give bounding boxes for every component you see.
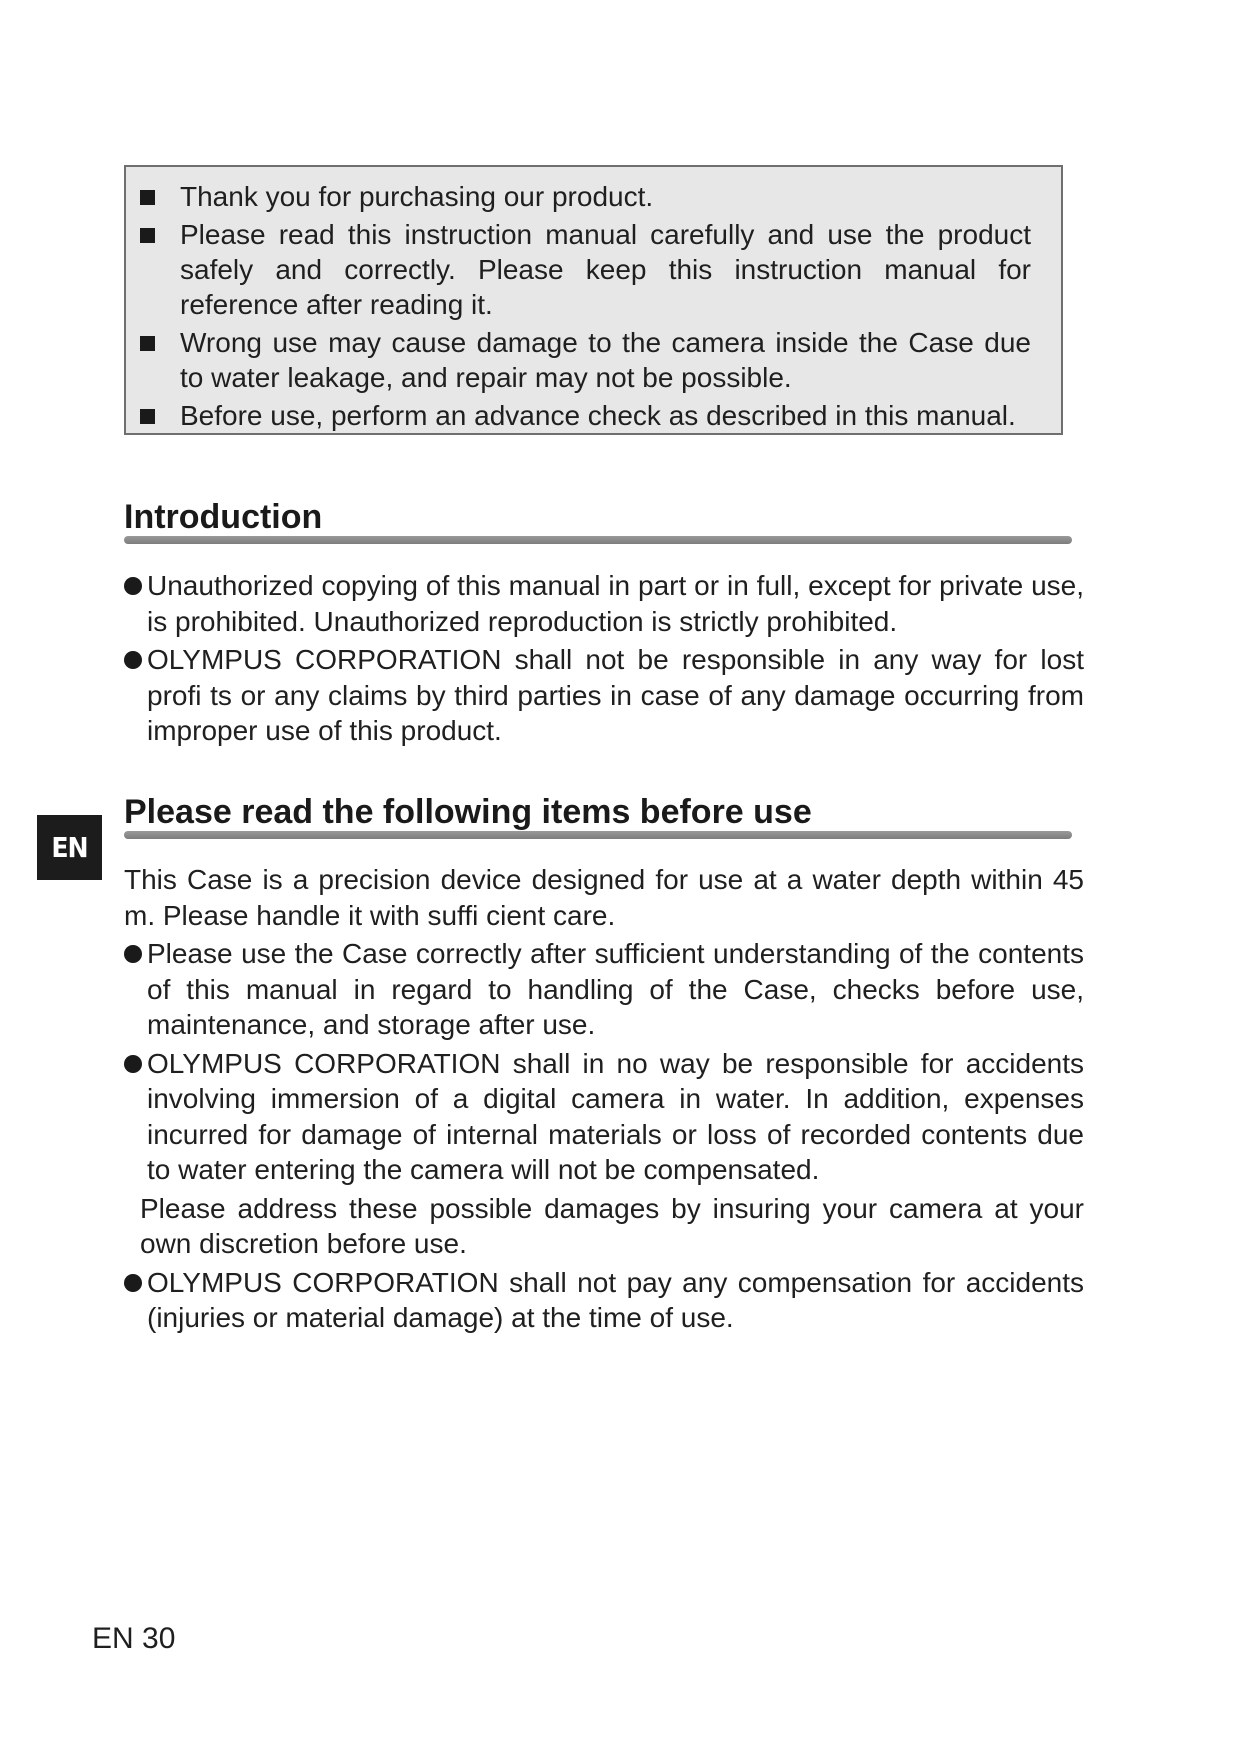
square-bullet-icon xyxy=(140,190,155,205)
round-bullet-icon xyxy=(124,945,142,963)
bullet-text: OLYMPUS CORPORATION shall not be responsible in any way for lost profi ts or any claims by third parties in case of any damage occurring from improper use of this product. xyxy=(147,644,1084,746)
list-item xyxy=(124,1046,1084,1188)
round-bullet-icon xyxy=(124,1274,142,1292)
list-item xyxy=(124,936,1084,1043)
notice-text: Wrong use may cause damage to the camera inside the Case due to water leakage, and repair may not be possible. xyxy=(180,327,1031,393)
square-bullet-icon xyxy=(140,409,155,424)
intro-paragraph: This Case is a precision device designed for use at a water depth within 45 m. Please handle it with suffi cient care. xyxy=(124,864,1084,931)
page-number: EN 30 xyxy=(92,1622,176,1655)
list-item xyxy=(124,642,1084,749)
notice-text: Before use, perform an advance check as described in this manual. xyxy=(180,400,1016,431)
notice-item xyxy=(140,179,1047,214)
square-bullet-icon xyxy=(140,228,155,243)
before-use-body xyxy=(124,862,1084,1339)
square-bullet-icon xyxy=(140,336,155,351)
bullet-text: Unauthorized copying of this manual in part or in full, except for private use, is prohibited. Unauthorized reproduction is strictly prohibited. xyxy=(147,570,1084,637)
notice-box xyxy=(124,165,1063,435)
list-item xyxy=(124,568,1084,639)
notice-item xyxy=(140,325,1047,395)
introduction-body xyxy=(124,568,1084,752)
notice-item xyxy=(140,398,1047,433)
round-bullet-icon xyxy=(124,651,142,669)
list-item xyxy=(124,1265,1084,1336)
round-bullet-icon xyxy=(124,577,142,595)
before-use-heading: Please read the following items before use xyxy=(124,793,812,831)
before-use-rule xyxy=(124,831,1072,839)
notice-text: Please read this instruction manual carefully and use the product safely and correctly. Please keep this instruction manual for reference after reading it. xyxy=(180,219,1031,320)
notice-text: Thank you for purchasing our product. xyxy=(180,181,654,212)
bullet-note: Please address these possible damages by insuring your camera at your own discretion before use. xyxy=(140,1192,1084,1259)
language-tab: EN xyxy=(37,815,102,880)
introduction-rule xyxy=(124,536,1072,544)
bullet-text: OLYMPUS CORPORATION shall in no way be responsible for accidents involving immersion of a digital camera in water. In addition, expenses incurred for damage of internal materials or loss of recorded contents due to water entering the camera will not be compensated. xyxy=(147,1047,1084,1185)
bullet-text: OLYMPUS CORPORATION shall not pay any compensation for accidents (injuries or material damage) at the time of use. xyxy=(147,1266,1084,1333)
notice-item xyxy=(140,217,1047,322)
introduction-heading: Introduction xyxy=(124,498,323,536)
round-bullet-icon xyxy=(124,1055,142,1073)
bullet-text: Please use the Case correctly after sufficient understanding of the contents of this manual in regard to handling of the Case, checks before use, maintenance, and storage after use. xyxy=(147,938,1084,1040)
